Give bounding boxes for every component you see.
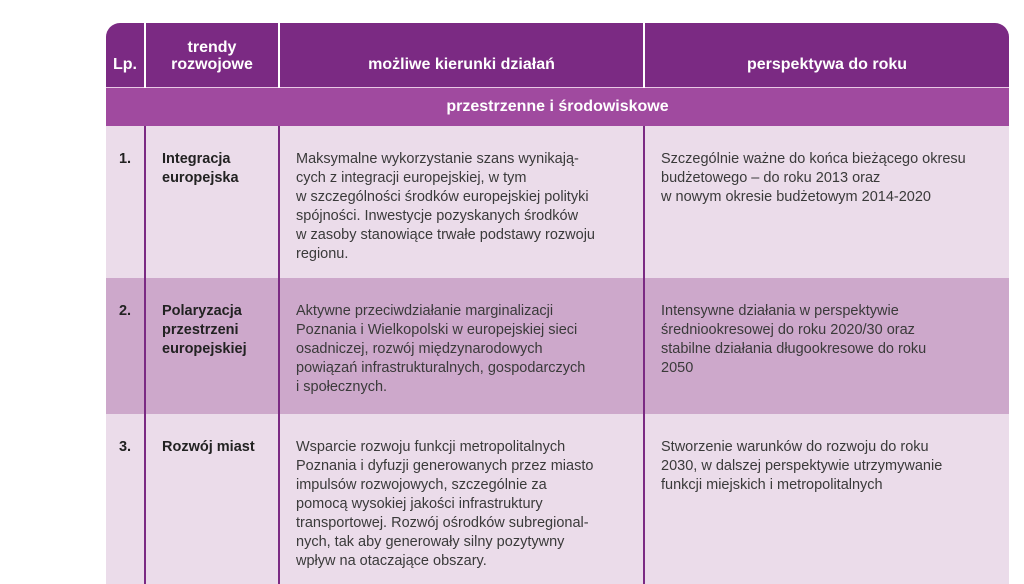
header-actions: możliwe kierunki działań bbox=[279, 23, 644, 87]
trends-table bbox=[106, 23, 1009, 584]
header-trends-line2: rozwojowe bbox=[171, 55, 253, 73]
perspective-line: w nowym okresie budżetowym 2014-2020 bbox=[661, 188, 931, 205]
action-line: Poznania i Wielkopolski w europejskiej sieci bbox=[296, 321, 578, 338]
header-perspective: perspektywa do roku bbox=[746, 55, 908, 73]
trend-line: przestrzeni bbox=[162, 321, 239, 338]
perspective-line: 2030, w dalszej perspektywie utrzymywanie bbox=[661, 457, 943, 474]
action-line: w zasoby stanowiące trwałe podstawy rozwoju bbox=[296, 226, 595, 243]
table-header bbox=[106, 23, 1009, 87]
row-perspective bbox=[644, 278, 1009, 414]
trend-line: europejskiej bbox=[162, 340, 247, 357]
row-trend bbox=[145, 278, 279, 414]
action-line: Wsparcie rozwoju funkcji metropolitalnych bbox=[296, 438, 566, 455]
perspective-line: Szczególnie ważne do końca bieżącego okresu bbox=[661, 150, 966, 167]
action-line: i społecznych. bbox=[296, 378, 388, 395]
row-actions bbox=[279, 414, 644, 584]
action-line: nych, tak aby generowały silny pozytywny bbox=[296, 533, 565, 550]
action-line: osadniczej, rozwój międzynarodowych bbox=[296, 340, 543, 357]
action-line: transportowej. Rozwój ośrodków subregional- bbox=[296, 514, 589, 531]
action-line: Aktywne przeciwdziałanie marginalizacji bbox=[296, 302, 554, 319]
row-number: 3. bbox=[106, 414, 145, 584]
row-number: 2. bbox=[106, 278, 145, 414]
table-row bbox=[106, 278, 1009, 414]
development-trends-table bbox=[106, 23, 1009, 584]
header-trends bbox=[145, 23, 279, 87]
action-line: Poznania i dyfuzji generowanych przez miasto bbox=[296, 457, 594, 474]
perspective-line: Stworzenie warunków do rozwoju do roku bbox=[661, 438, 929, 455]
perspective-line: 2050 bbox=[661, 359, 694, 376]
row-number: 1. bbox=[106, 126, 145, 278]
row-trend bbox=[145, 126, 279, 278]
action-line: spójności. Inwestycje pozyskanych środków bbox=[296, 207, 579, 224]
row-perspective bbox=[644, 414, 1009, 584]
action-line: cych z integracji europejskiej, w tym bbox=[296, 169, 527, 186]
row-actions bbox=[279, 278, 644, 414]
header-trends-line1: trendy bbox=[187, 38, 237, 56]
trend-line: Rozwój miast bbox=[162, 438, 255, 455]
row-trend bbox=[145, 414, 279, 584]
perspective-line: funkcji miejskich i metropolitalnych bbox=[661, 476, 883, 493]
action-line: wpływ na otaczające obszary. bbox=[296, 552, 487, 569]
action-line: impulsów rozwojowych, szczególnie za bbox=[296, 476, 547, 493]
header-lp: Lp. bbox=[106, 23, 145, 87]
action-line: w szczególności środków europejskiej polityki bbox=[296, 188, 589, 205]
perspective-line: budżetowego – do roku 2013 oraz bbox=[661, 169, 881, 186]
trend-line: Integracja bbox=[162, 150, 231, 167]
action-line: powiązań infrastrukturalnych, gospodarczych bbox=[296, 359, 586, 376]
action-line: Maksymalne wykorzystanie szans wynikają- bbox=[296, 150, 579, 167]
perspective-line: średniookresowej do roku 2020/30 oraz bbox=[661, 321, 915, 338]
action-line: pomocą wysokiej jakości infrastruktury bbox=[296, 495, 543, 512]
perspective-line: stabilne działania długookresowe do roku bbox=[661, 340, 927, 357]
action-line: regionu. bbox=[296, 245, 349, 262]
perspective-line: Intensywne działania w perspektywie bbox=[661, 302, 899, 319]
row-actions bbox=[279, 126, 644, 278]
section-row bbox=[106, 87, 1009, 126]
row-perspective bbox=[644, 126, 1009, 278]
trend-line: Polaryzacja bbox=[162, 302, 242, 319]
table-row bbox=[106, 414, 1009, 584]
trend-line: europejska bbox=[162, 169, 239, 186]
section-title: przestrzenne i środowiskowe bbox=[106, 87, 1009, 126]
table-row bbox=[106, 126, 1009, 278]
